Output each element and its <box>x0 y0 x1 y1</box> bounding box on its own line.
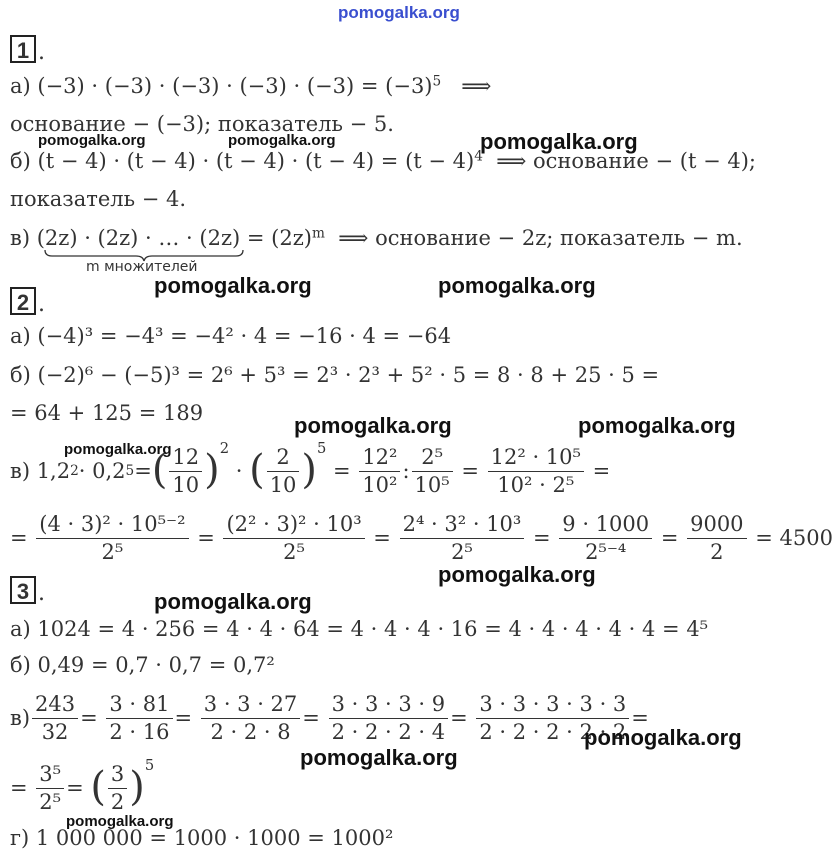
task-3v-line2: = $\frac{\text{3⁵}}{\text{2⁵}}$ = ( $\frac{3}{2}$ ) 5 <box>10 756 155 814</box>
task-1v-prefix: в) <box>10 226 31 250</box>
task-2v-eq: = <box>134 458 152 483</box>
fraction: $\frac{\text{12²}}{\text{10²}}$ <box>359 447 400 496</box>
fraction: $\frac{\text{3⁵}}{\text{2⁵}}$ <box>36 764 64 813</box>
task-2b-line1: б) (−2)⁶ − (−5)³ = 2⁶ + 5³ = 2³ · 2³ + 5² · 5 = 8 · 8 + 25 · 5 = <box>10 363 660 387</box>
watermark: pomogalka.org <box>294 413 452 438</box>
underbrace-label: m множителей <box>86 259 198 275</box>
fraction: $\frac{12}{10}$ <box>169 447 202 496</box>
task-1b-line2: показатель − 4. <box>10 187 187 211</box>
watermark: pomogalka.org <box>228 132 336 149</box>
power: 2 <box>219 439 230 457</box>
paren-open: ( <box>151 447 168 494</box>
task-2-dot: . <box>38 292 45 317</box>
fraction: $\frac{\text{(2² · 3)² · 10³}}{\text{2⁵}}$ <box>223 514 364 563</box>
task-3b-line: б) 0,49 = 0,7 · 0,7 = 0,7² <box>10 653 275 677</box>
paren-close: ) <box>129 764 145 811</box>
paren-close: ) <box>204 447 220 494</box>
task-1a-expr: а) (−3) · (−3) · (−3) · (−3) · (−3) = (−3) <box>10 74 433 98</box>
task-1v-line <box>10 225 743 250</box>
task-1-number: 1 <box>10 35 36 63</box>
task-1-dot: . <box>38 40 45 65</box>
fraction: $\frac{9000}{2}$ <box>687 514 746 563</box>
task-2-number: 2 <box>10 287 36 315</box>
watermark: pomogalka.org <box>584 725 742 750</box>
fraction: $\frac{\text{2⁵}}{\text{10⁵}}$ <box>412 447 453 496</box>
task-1a-line2: основание − (−3); показатель − 5. <box>10 112 394 136</box>
fraction: $\frac{3 \cdot 3 \cdot 3 \cdot 9}{2 \cdot 2 \cdot 2 \cdot 4}$ <box>329 694 449 743</box>
task-3a-line: а) 1024 = 4 · 256 = 4 · 4 · 64 = 4 · 4 · 4 · 16 = 4 · 4 · 4 · 4 · 4 = 4⁵ <box>10 617 709 641</box>
task-1b-line1 <box>10 148 756 173</box>
task-1v-rest: = (2z) <box>246 226 312 250</box>
task-1a-line1 <box>10 73 492 98</box>
paren-open: ( <box>90 764 106 811</box>
watermark: pomogalka.org <box>438 273 596 298</box>
task-3-number: 3 <box>10 576 36 604</box>
watermark: pomogalka.org <box>154 273 312 298</box>
task-1b-conclusion: ⟹ основание − (t − 4); <box>496 149 756 173</box>
watermark: pomogalka.org <box>38 132 146 149</box>
power: 5 <box>144 756 155 774</box>
watermark: pomogalka.org <box>480 129 638 154</box>
task-2a-line: а) (−4)³ = −4³ = −4² · 4 = −16 · 4 = −64 <box>10 324 452 348</box>
task-2v-line1: в) 1,2 2 · 0,2 5 = ( $\frac{12}{10}$ ) 2 · ( $\frac{2}{10}$ ) 5 = $\frac{\text{12²}}{\text{10²}}$ : $\frac{\text{2⁵}}{\text{10⁵}}$ = $\frac{\text{12² · 10⁵}}{\text{10² · 2⁵}}$ = <box>10 439 611 497</box>
paren-close: ) <box>301 447 317 494</box>
task-1b-exp: 4 <box>474 148 483 165</box>
fraction: $\frac{\text{12² · 10⁵}}{\text{10² · 2⁵}}$ <box>488 447 584 496</box>
fraction: $\frac{\text{(4 · 3)² · 10⁵⁻²}}{\text{2⁵}}$ <box>36 514 188 563</box>
task-1v-tail: ⟹ основание − 2z; показатель − m. <box>338 226 743 250</box>
fraction: $\frac{3}{2}$ <box>108 764 127 813</box>
task-2v-mid: · 0,2 <box>78 458 126 483</box>
watermark: pomogalka.org <box>154 589 312 614</box>
fraction: $\frac{3 \cdot 81}{2 \cdot 16}$ <box>106 694 172 743</box>
watermark: pomogalka.org <box>438 562 596 587</box>
task-1a-arrow: ⟹ <box>461 74 492 98</box>
watermark-top: pomogalka.org <box>338 3 460 22</box>
watermark: pomogalka.org <box>578 413 736 438</box>
task-2v-line2: = $\frac{\text{(4 · 3)² · 10⁵⁻²}}{\text{2⁵}}$ = $\frac{\text{(2² · 3)² · 10³}}{\text{2⁵}}$ = $\frac{\text{2⁴ · 3² · 10³}}{\text{2⁵}}$ = $\frac{9 \cdot 1000}{\text{2⁵⁻⁴}}$ = $\frac{9000}{2}$ = 4500 <box>10 511 833 564</box>
fraction: $\frac{3 \cdot 3 \cdot 27}{2 \cdot 2 \cdot 8}$ <box>201 694 301 743</box>
task-1v-exp: m <box>312 225 325 242</box>
task-3-dot: . <box>38 581 45 606</box>
watermark: pomogalka.org <box>300 745 458 770</box>
task-1v-braced: (2z) · (2z) · … · (2z) <box>36 226 241 250</box>
colon: : <box>402 458 410 483</box>
task-2v-prefix: в) 1,2 <box>10 458 71 483</box>
power: 5 <box>317 439 327 457</box>
task-1b-expr: б) (t − 4) · (t − 4) · (t − 4) · (t − 4) = (t − 4) <box>10 149 475 173</box>
fraction: $\frac{9 \cdot 1000}{\text{2⁵⁻⁴}}$ <box>559 514 652 563</box>
fraction: $\frac{3 \cdot 3 \cdot 3 \cdot 3 \cdot 3}{2 \cdot 2 \cdot 2 \cdot 2 \cdot 2}$ <box>476 694 629 743</box>
fraction: $\frac{\text{2⁴ · 3² · 10³}}{\text{2⁵}}$ <box>400 514 525 563</box>
watermark: pomogalka.org <box>64 441 172 458</box>
task-3v-line1: в) $\frac{243}{32}$ = $\frac{3 \cdot 81}{2 \cdot 16}$ = $\frac{3 \cdot 3 \cdot 27}{2 \cdot 2 \cdot 8}$ = $\frac{3 \cdot 3 \cdot 3 \cdot 9}{2 \cdot 2 \cdot 2 \cdot 4}$ = $\frac{3 \cdot 3 \cdot 3 \cdot 3 \cdot 3}{2 \cdot 2 \cdot 2 \cdot 2 \cdot 2}$ = <box>10 691 649 744</box>
fraction: $\frac{243}{32}$ <box>32 694 78 743</box>
fraction: $\frac{2}{10}$ <box>267 447 300 496</box>
watermark: pomogalka.org <box>66 813 174 830</box>
task-2v-result: = 4500 <box>755 525 833 550</box>
task-2b-line2: = 64 + 125 = 189 <box>10 401 204 425</box>
paren-open: ( <box>249 447 265 494</box>
task-1a-exp: 5 <box>432 73 442 90</box>
task-3g-line: г) 1 000 000 = 1000 · 1000 = 1000² <box>10 826 394 850</box>
